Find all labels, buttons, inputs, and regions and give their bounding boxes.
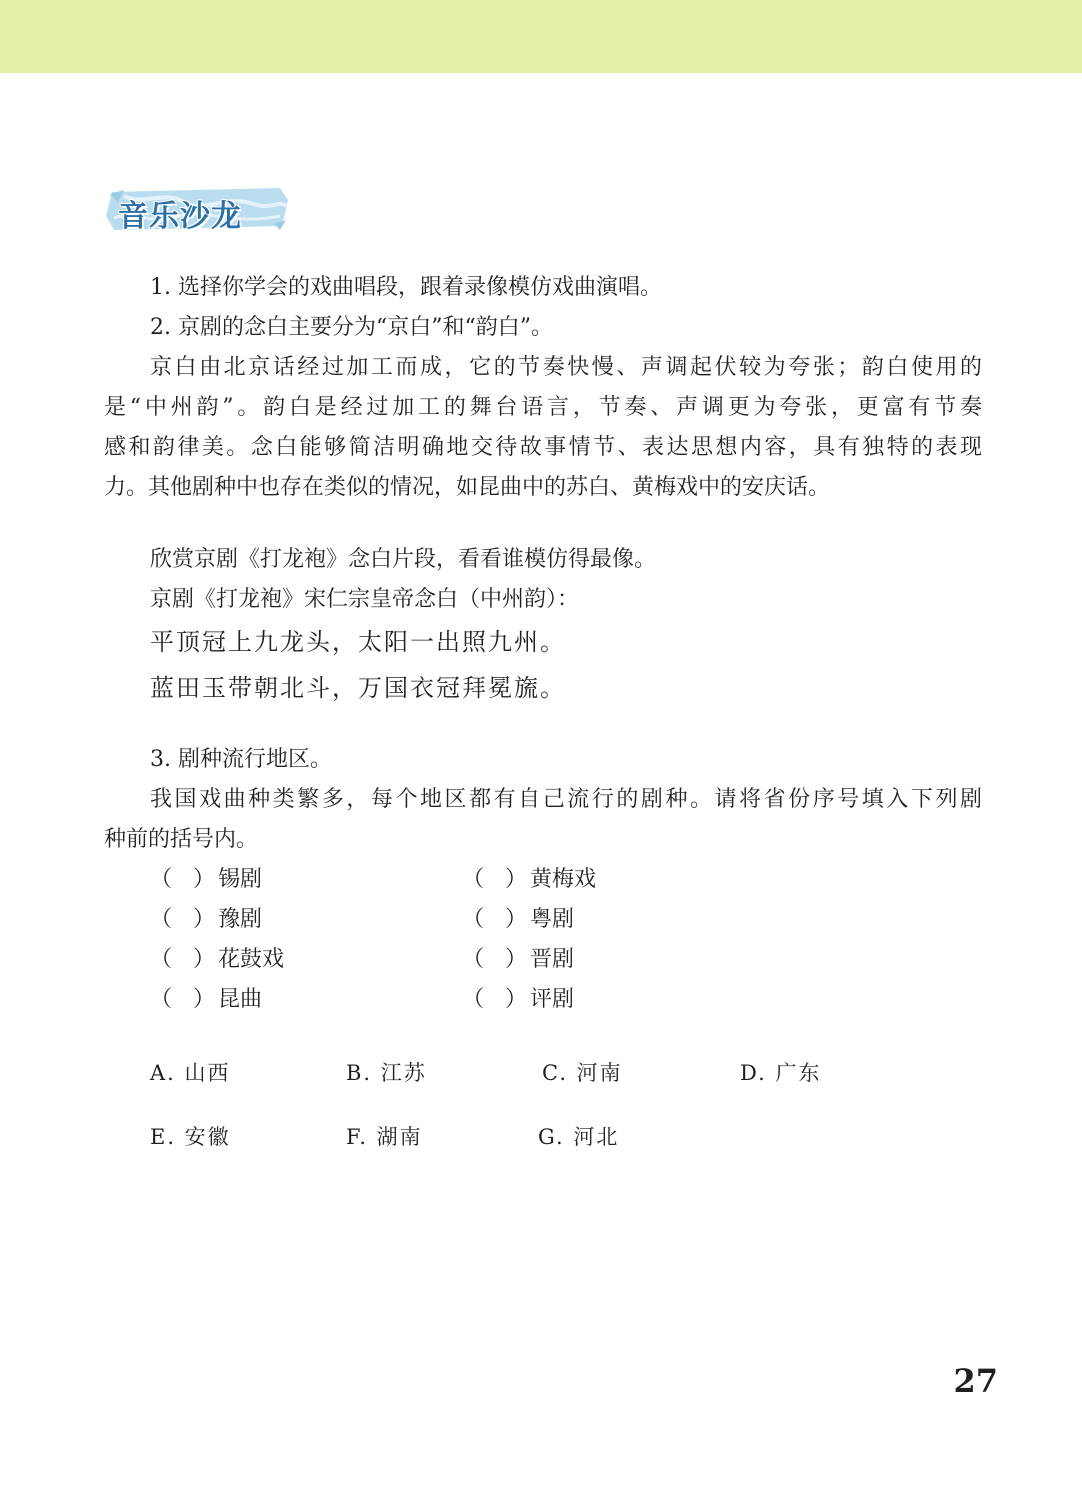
appreciate-instruction: 欣赏京剧《打龙袍》念白片段，看看谁模仿得最像。: [150, 547, 657, 572]
blank-left-3: （ ） 花鼓戏: [150, 940, 284, 980]
blank-input[interactable]: （ ）: [462, 987, 528, 1012]
item-2: 2. 京剧的念白主要分为“京白”和“韵白”。: [150, 315, 553, 340]
blank-left-2: （ ） 豫剧: [150, 900, 262, 940]
section-title: 音乐沙龙: [118, 199, 242, 234]
item-3-line-2: 种前的括号内。: [104, 827, 259, 852]
top-color-band: [0, 0, 1082, 73]
option-e: E. 安徽: [150, 1125, 231, 1149]
blank-input[interactable]: （ ）: [462, 867, 528, 892]
blank-right-2: （ ） 粤剧: [462, 900, 574, 940]
option-b: B. 江苏: [346, 1061, 427, 1085]
section-title-badge: [104, 186, 290, 232]
blank-input[interactable]: （ ）: [150, 947, 216, 972]
blank-input[interactable]: （ ）: [150, 987, 216, 1012]
page-number: 27: [953, 1362, 998, 1400]
blank-input[interactable]: （ ）: [462, 947, 528, 972]
item-3: 3. 剧种流行地区。: [150, 747, 332, 772]
blank-input[interactable]: （ ）: [462, 907, 528, 932]
paragraph-line-2: 是“中州韵”。韵白是经过加工的舞台语言，节奏、声调更为夸张，更富有节奏: [104, 395, 982, 420]
blank-input[interactable]: （ ）: [150, 867, 216, 892]
option-f: F. 湖南: [346, 1125, 423, 1149]
option-c: C. 河南: [542, 1061, 623, 1085]
option-g: G. 河北: [538, 1125, 620, 1149]
option-d: D. 广东: [740, 1061, 822, 1085]
excerpt-title: 京剧《打龙袍》宋仁宗皇帝念白（中州韵）：: [150, 587, 580, 612]
blank-right-3: （ ） 晋剧: [462, 940, 574, 980]
item-1: 1. 选择你学会的戏曲唱段，跟着录像模仿戏曲演唱。: [150, 275, 662, 300]
verse-line-2: 蓝田玉带朝北斗，万国衣冠拜冕旒。: [150, 674, 566, 702]
verse-line-1: 平顶冠上九龙头，太阳一出照九州。: [150, 628, 566, 656]
blank-left-4: （ ） 昆曲: [150, 980, 262, 1020]
blank-left-1: （ ） 锡剧: [150, 860, 262, 900]
blank-right-1: （ ） 黄梅戏: [462, 860, 596, 900]
paragraph-line-1: 京白由北京话经过加工而成，它的节奏快慢、声调起伏较为夸张；韵白使用的: [150, 355, 982, 380]
item-3-line-1: 我国戏曲种类繁多，每个地区都有自己流行的剧种。请将省份序号填入下列剧: [150, 787, 982, 812]
blank-right-4: （ ） 评剧: [462, 980, 574, 1020]
option-a: A. 山西: [150, 1061, 231, 1085]
paragraph-line-3: 感和韵律美。念白能够简洁明确地交待故事情节、表达思想内容，具有独特的表现: [104, 435, 982, 460]
paragraph-line-4: 力。其他剧种中也存在类似的情况，如昆曲中的苏白、黄梅戏中的安庆话。: [104, 475, 831, 500]
blank-input[interactable]: （ ）: [150, 907, 216, 932]
